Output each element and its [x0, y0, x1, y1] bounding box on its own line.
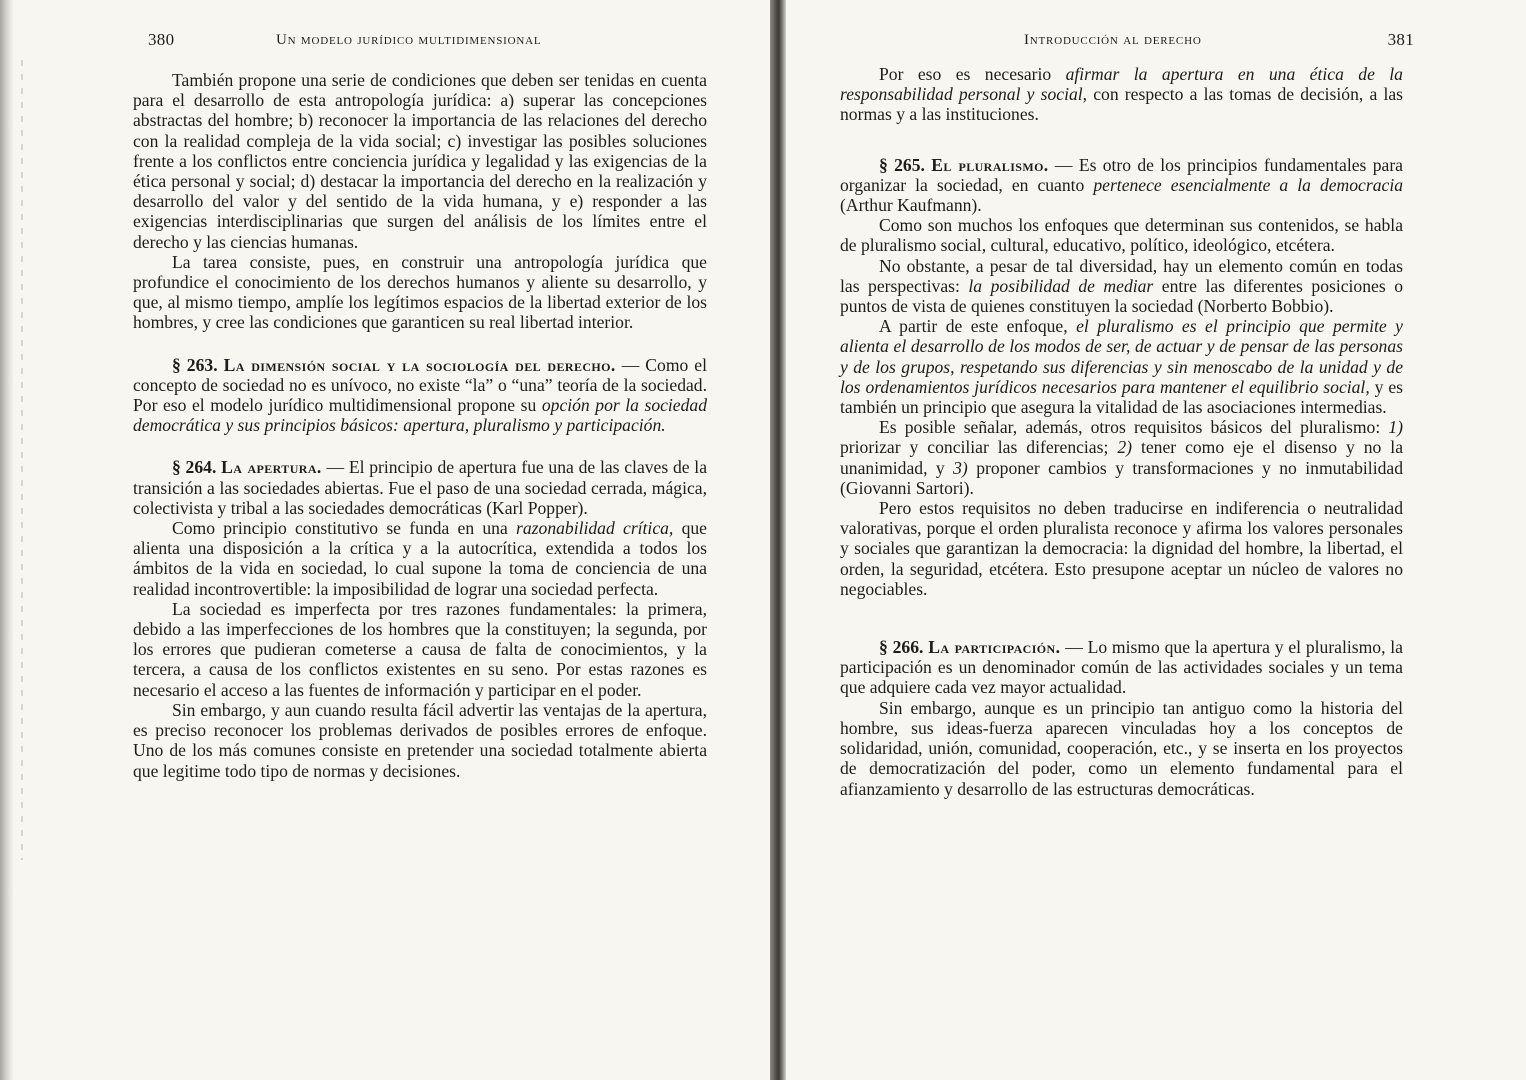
paragraph	[840, 64, 1403, 125]
list-number: 2)	[1117, 437, 1132, 458]
section-title: La participación.	[928, 637, 1061, 658]
section-text: — El principio de apertura fue una de las claves de la transición a las sociedades abiertas. Fue el paso de una sociedad cerrada, mágica, colectivista y tribal a las sociedades democráticas (Karl Popper).	[133, 457, 708, 518]
left-page-number: 380	[148, 30, 175, 49]
section-emphasis: pertenece esencialmente a la democracia	[1093, 174, 1404, 195]
section-265	[840, 155, 1403, 216]
text-run: que alienta una disposición a la crítica y a la autocrítica, extendida a todos los ámbitos de la vida en sociedad, lo cual supone la toma de conciencia de una realidad incontrovertible: la imposibilidad de lograr una sociedad perfecta.	[133, 518, 707, 599]
list-number: 1)	[1388, 417, 1403, 438]
list-number: 3)	[953, 457, 968, 478]
text-run: Como principio constitutivo se funda en una	[172, 518, 517, 539]
book-gutter	[770, 0, 786, 1080]
right-header-title: Introducción al derecho	[1024, 32, 1202, 48]
left-text-column	[133, 70, 707, 781]
paragraph: Como son muchos los enfoques que determinan sus contenidos, se habla de pluralismo social, cultural, educativo, político, ideológico, etcétera.	[840, 215, 1403, 256]
paragraph	[840, 417, 1403, 498]
section-text: — Como el concepto de sociedad no es unívoco, no existe “la” o “una” teoría de la sociedad. Por eso el modelo jurídico multidimensional propone su	[133, 354, 707, 416]
right-text-column	[840, 64, 1403, 799]
margin-marks	[21, 60, 23, 860]
section-title: La dimensión social y la sociología del derecho.	[223, 354, 616, 375]
paragraph: También propone una serie de condiciones que deben ser tenidas en cuenta para el desarrollo de esta antropología jurídica: a) superar las concepciones abstractas del hombre; b) reconocer la importancia de las relaciones del derecho con la realidad compleja de la vida social; c) investigar las posibles soluciones frente a los conflictos entre conciencia jurídica y legalidad y las exigencias de la ética personal y social; d) destacar la importancia del derecho en la realización y desarrollo del valor y del sentido de la vida humana, y e) responder a las exigencias interdisciplinarias que surgen del análisis de los límites entre el derecho y las ciencias humanas.	[133, 70, 707, 252]
section-title: La apertura.	[221, 457, 322, 478]
text-run: priorizar y conciliar las diferencias;	[840, 437, 1118, 458]
emphasis: razonabilidad crítica,	[516, 518, 674, 539]
section-number: § 265.	[879, 154, 925, 175]
section-title: El pluralismo.	[931, 154, 1049, 175]
right-page	[786, 0, 1526, 1080]
text-run: No obstante, a pesar de tal diversidad, hay un elemento común en todas las perspectivas:	[840, 255, 1403, 296]
section-text: — Lo mismo que la apertura y el pluralismo, la participación es un denominador común de las actividades sociales y un tema que adquiere cada vez mayor actualidad.	[840, 637, 1403, 698]
text-run: A partir de este enfoque,	[879, 316, 1077, 337]
text-run: proponer cambios y transformaciones y no inmutabilidad (Giovanni Sartori).	[840, 457, 1403, 498]
section-264	[133, 457, 707, 518]
text-run: Por eso es necesario	[879, 64, 1066, 84]
right-page-number: 381	[1387, 30, 1414, 49]
paragraph: La tarea consiste, pues, en construir una antropología jurídica que profundice el conocimiento de los derechos humanos y aliente su desarrollo, y que, al mismo tiempo, amplíe los legítimos espacios de la libertad exterior de los hombres, y cree las condiciones que garanticen su real libertad interior.	[133, 251, 707, 333]
section-text: — Es otro de los principios fundamentales para organizar la sociedad, en cuanto	[840, 154, 1403, 195]
text-run: con respecto a las tomas de decisión, a las normas y a las instituciones.	[840, 84, 1403, 125]
section-number: § 264.	[172, 457, 217, 478]
paragraph	[133, 518, 707, 599]
paragraph: Sin embargo, aunque es un principio tan antiguo como la historia del hombre, sus ideas-fuerza aparecen vinculadas hoy a los conceptos de solidaridad, unión, comunidad, cooperación, etc., y se inserta en los proyectos de democratización del poder, como un elemento fundamental para el afianzamiento y desarrollo de las estructuras democráticas.	[840, 697, 1403, 799]
paragraph: Pero estos requisitos no deben traducirse en indiferencia o neutralidad valorativas, porque el orden pluralista reconoce y afirma los valores personales y sociales que garantizan la democracia: la dignidad del hombre, la libertad, el orden, la seguridad, etcétera. Esto presupone aceptar un núcleo de valores no negociables.	[840, 498, 1403, 599]
emphasis: afirmar la apertura en una ética de la responsabilidad personal y social,	[840, 64, 1403, 105]
paragraph: Sin embargo, y aun cuando resulta fácil advertir las ventajas de la apertura, es preciso reconocer los problemas derivados de posibles errores de enfoque. Uno de los más comunes consiste en pretender una sociedad totalmente abierta que legitime todo tipo de normas y decisiones.	[133, 699, 707, 781]
text-run: tener como eje el disenso y no la unanimidad, y	[840, 437, 1404, 478]
section-266	[840, 637, 1403, 698]
text-run: entre las diferentes posiciones o puntos de vista de quienes constituyen la sociedad (Norberto Bobbio).	[840, 275, 1403, 317]
paragraph: La sociedad es imperfecta por tres razones fundamentales: la primera, debido a las imperfecciones de los hombres que la constituyen; la segunda, por los errores que pudieran cometerse a causa de falta de conocimientos, y la tercera, a causa de los conflictos existentes en su seno. Por estas razones es necesario el acceso a las fuentes de información y participar en el poder.	[133, 598, 707, 700]
section-263	[133, 355, 707, 436]
page-edge-shadow	[0, 0, 14, 1080]
section-number: § 263.	[172, 354, 218, 375]
paragraph	[840, 316, 1403, 417]
paragraph	[840, 256, 1403, 317]
section-emphasis: opción por la sociedad democrática y sus principios básicos: apertura, pluralismo y participación.	[133, 395, 708, 436]
text-run: Es posible señalar, además, otros requisitos básicos del pluralismo:	[879, 417, 1389, 438]
emphasis: la posibilidad de mediar	[968, 275, 1154, 296]
text-run: y es también un principio que asegura la vitalidad de las asociaciones intermedias.	[840, 376, 1404, 418]
section-number: § 266.	[879, 637, 924, 658]
section-text: (Arthur Kaufmann).	[840, 195, 982, 216]
emphasis: el pluralismo es el principio que permite y alienta el desarrollo de los modos de ser, de actuar y de pensar de las personas y de los grupos, respetando sus diferencias y sin menoscabo de la unidad y de los ordenamientos jurídicos necesarios para mantener el equilibrio social,	[840, 316, 1403, 397]
left-header-title: Un modelo jurídico multidimensional	[276, 32, 542, 48]
